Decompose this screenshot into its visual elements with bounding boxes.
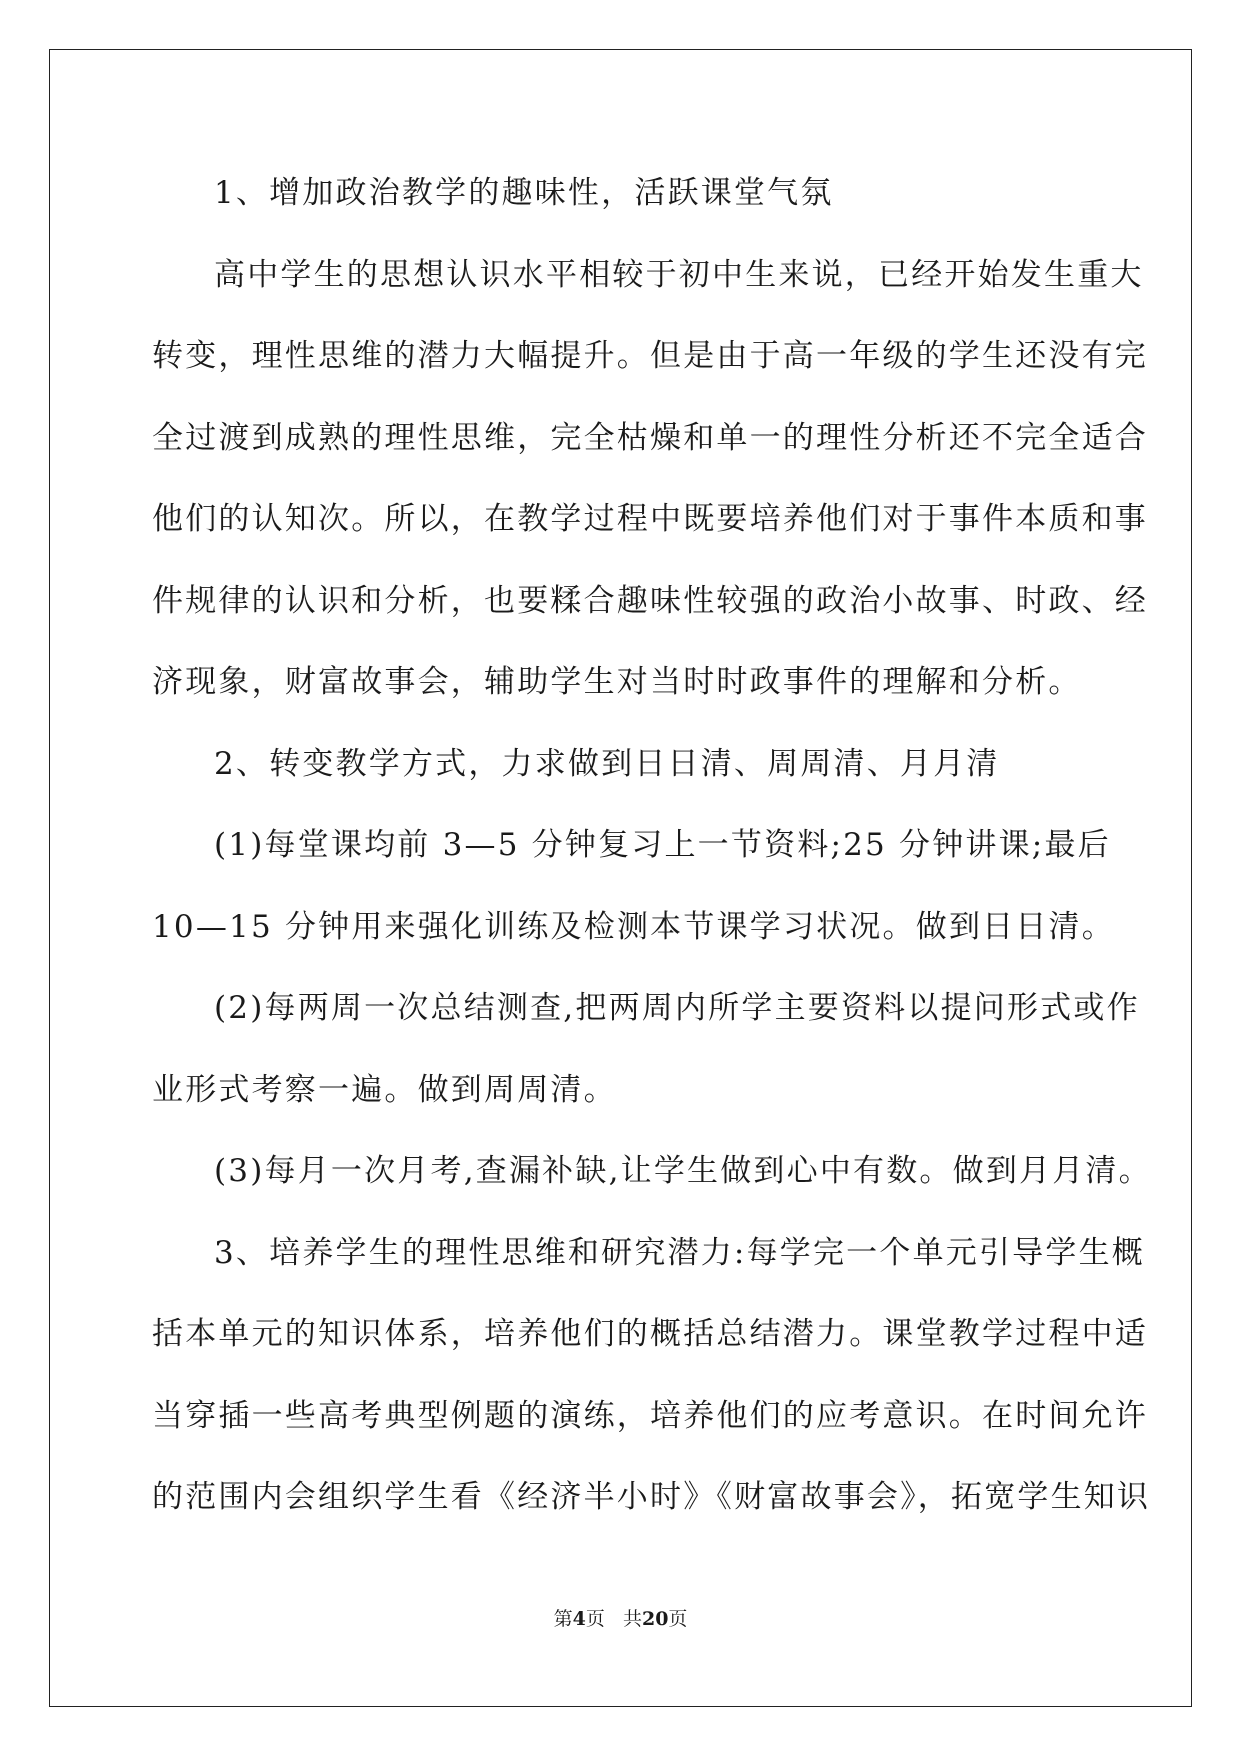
paragraph-line: 件规律的认识和分析，也要糅合趣味性较强的政治小故事、时政、经	[152, 582, 1148, 619]
page-number: 4	[572, 1608, 586, 1630]
paragraph-line: 全过渡到成熟的理性思维，完全枯燥和单一的理性分析还不完全适合	[152, 419, 1148, 456]
footer-page-suffix: 页	[585, 1608, 605, 1630]
list-item-1: (1)每堂课均前 3—5 分钟复习上一节资料;25 分钟讲课;最后	[214, 827, 1111, 863]
paragraph-line: 高中学生的思想认识水平相较于初中生来说，已经开始发生重大	[214, 256, 1144, 293]
list-item-1-cont: 10—15 分钟用来强化训练及检测本节课学习状况。做到日日清。	[152, 908, 1115, 945]
list-item-3: (3)每月一次月考,查漏补缺,让学生做到心中有数。做到月月清。	[214, 1153, 1152, 1189]
heading-3: 3、培养学生的理性思维和研究潜力:每学完一个单元引导学生概	[214, 1234, 1145, 1271]
footer-prefix: 第	[553, 1608, 573, 1630]
paragraph-line: 当穿插一些高考典型例题的演练，培养他们的应考意识。在时间允许	[152, 1397, 1148, 1434]
paragraph-line: 他们的认知次。所以，在教学过程中既要培养他们对于事件本质和事	[152, 501, 1148, 537]
total-pages: 20	[641, 1608, 669, 1630]
paragraph-line: 的范围内会组织学生看《经济半小时》《财富故事会》，拓宽学生知识	[152, 1479, 1151, 1515]
heading-2: 2、转变教学方式，力求做到日日清、周周清、月月清	[214, 745, 1000, 782]
footer-total-suffix: 页	[668, 1608, 688, 1630]
heading-1: 1、增加政治教学的趣味性，活跃课堂气氛	[214, 175, 834, 211]
paragraph-line: 括本单元的知识体系，培养他们的概括总结潜力。课堂教学过程中适	[152, 1316, 1148, 1352]
list-item-2-cont: 业形式考察一遍。做到周周清。	[152, 1071, 617, 1108]
list-item-2: (2)每两周一次总结测查,把两周内所学主要资料以提问形式或作	[214, 990, 1140, 1026]
page-footer	[0, 1604, 1241, 1631]
footer-total-prefix: 共	[622, 1608, 642, 1630]
paragraph-line: 济现象，财富故事会，辅助学生对当时时政事件的理解和分析。	[152, 664, 1082, 700]
paragraph-line: 转变，理性思维的潜力大幅提升。但是由于高一年级的学生还没有完	[152, 338, 1148, 374]
document-body	[152, 160, 1152, 1546]
